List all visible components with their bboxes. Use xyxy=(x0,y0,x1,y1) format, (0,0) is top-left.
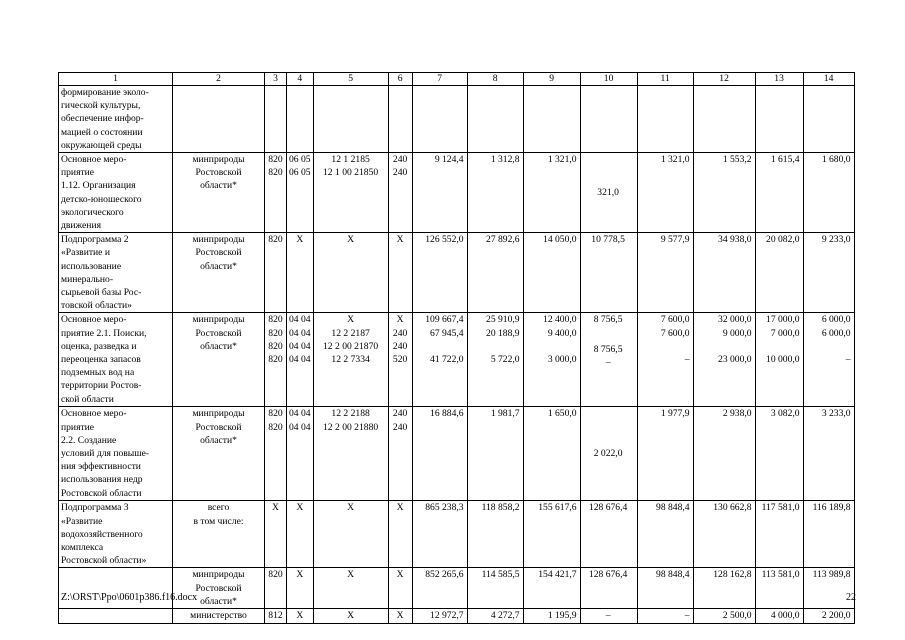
cell-value xyxy=(470,421,520,434)
cell-value: 1 312,8 xyxy=(490,154,520,166)
header-cell: 10 xyxy=(580,73,637,86)
cell-value: 04 04 xyxy=(289,408,311,420)
cell-value: 1 981,7 xyxy=(490,408,520,420)
cell-value: 128 676,4 xyxy=(588,502,628,514)
cell-value: 820 xyxy=(268,340,283,352)
cell-value: 06 05 xyxy=(289,154,311,166)
header-cell: 3 xyxy=(265,73,287,86)
cell-value: 12 2 2187 xyxy=(331,327,370,339)
cell-value: 1 680,0 xyxy=(821,154,851,166)
value-cell xyxy=(287,407,314,501)
value-cell xyxy=(313,233,388,313)
value-cell xyxy=(412,407,467,501)
header-cell: 4 xyxy=(287,73,314,86)
cell-value: 820 xyxy=(268,569,283,581)
value-cell xyxy=(693,501,755,568)
cell-value xyxy=(640,340,690,353)
value-cell xyxy=(265,407,287,501)
cell-value: – xyxy=(845,354,851,366)
cell-value: 20 082,0 xyxy=(766,234,800,246)
value-cell xyxy=(265,609,287,623)
table-row xyxy=(59,233,855,313)
cell-value: 155 617,6 xyxy=(538,502,577,514)
value-cell xyxy=(467,407,523,501)
value-cell xyxy=(287,501,314,568)
cell-value: 34 938,0 xyxy=(718,234,752,246)
value-cell xyxy=(803,407,854,501)
value-cell xyxy=(388,407,412,501)
measure-name-cell: формирование эколо- гической культуры, обеспечение инфор- мацией о состоянии окружающей среды xyxy=(59,86,173,153)
cell-value: 12 972,7 xyxy=(430,610,464,622)
cell-value: 12 2 00 21880 xyxy=(323,421,379,433)
measure-name-cell: Основное меро- приятие 2.2. Создание условий для повыше- ния эффективности использования недр Ростовской области xyxy=(59,407,173,501)
cell-value: – xyxy=(684,354,690,366)
cell-value: 113 581,0 xyxy=(761,569,800,581)
value-cell xyxy=(412,153,467,233)
cell-value: 520 xyxy=(392,354,408,366)
cell-value: 117 581,0 xyxy=(761,502,800,514)
cell-value: 98 848,4 xyxy=(656,502,690,514)
cell-value: 7 600,0 xyxy=(660,314,690,326)
value-cell xyxy=(313,568,388,609)
cell-value: 20 188,9 xyxy=(486,327,520,339)
cell-value xyxy=(696,340,752,353)
value-cell xyxy=(637,568,693,609)
value-cell xyxy=(388,501,412,568)
cell-value: 1 195,9 xyxy=(547,610,577,622)
cell-value: 04 04 xyxy=(289,327,311,339)
cell-value: 12 2 00 21870 xyxy=(323,340,379,352)
cell-value xyxy=(415,166,464,179)
value-cell xyxy=(265,313,287,407)
value-cell xyxy=(467,501,523,568)
responsible-cell: минприроды Ростовской области* xyxy=(173,153,265,233)
cell-value: 23 000,0 xyxy=(718,354,752,366)
cell-value: 8 756,5 xyxy=(593,314,623,326)
cell-value: 7 600,0 xyxy=(660,327,690,339)
cell-value: Х xyxy=(296,610,304,622)
table-row xyxy=(59,313,855,407)
cell-value: 06 05 xyxy=(289,167,311,179)
cell-value: Х xyxy=(347,502,355,514)
cell-value: 17 000,0 xyxy=(766,314,800,326)
cell-value: 240 xyxy=(392,408,408,420)
value-cell xyxy=(412,313,467,407)
cell-value: Х xyxy=(396,610,404,622)
cell-value: 4 000,0 xyxy=(770,610,800,622)
value-cell xyxy=(755,153,803,233)
budget-table xyxy=(58,72,855,624)
value-cell xyxy=(803,233,854,313)
responsible-cell: минприроды Ростовской области* xyxy=(173,313,265,407)
value-cell xyxy=(287,313,314,407)
value-cell xyxy=(388,233,412,313)
value-cell xyxy=(388,313,412,407)
value-cell xyxy=(637,313,693,407)
value-cell xyxy=(287,86,314,153)
cell-value: Х xyxy=(396,314,404,326)
cell-value: 240 xyxy=(392,327,408,339)
responsible-cell: минприроды Ростовской области* xyxy=(173,407,265,501)
responsible-cell: всего в том числе: xyxy=(173,501,265,568)
cell-value: 820 xyxy=(268,154,283,166)
value-cell xyxy=(412,568,467,609)
cell-value: Х xyxy=(296,234,304,246)
cell-value: Х xyxy=(296,502,304,514)
value-cell xyxy=(265,501,287,568)
value-cell xyxy=(755,501,803,568)
value-cell xyxy=(467,233,523,313)
header-cell: 11 xyxy=(637,73,693,86)
responsible-cell: минприроды Ростовской области* xyxy=(173,233,265,313)
value-cell xyxy=(693,153,755,233)
cell-value xyxy=(806,340,851,353)
cell-value xyxy=(696,166,752,179)
responsible-cell: минприроды Ростовской области* xyxy=(173,568,265,609)
cell-value: 2 200,0 xyxy=(821,610,851,622)
cell-value: 2 022,0 xyxy=(593,448,623,460)
responsible-cell: министерство xyxy=(173,609,265,623)
value-cell xyxy=(313,501,388,568)
cell-value: 240 xyxy=(392,167,408,179)
header-cell: 13 xyxy=(755,73,803,86)
cell-value: – xyxy=(605,357,611,369)
value-cell xyxy=(467,86,523,153)
cell-value: 12 2 7334 xyxy=(331,354,370,366)
cell-value xyxy=(415,340,464,353)
cell-value: 240 xyxy=(392,154,408,166)
value-cell xyxy=(580,568,637,609)
cell-value: 27 892,6 xyxy=(486,234,520,246)
value-cell xyxy=(523,501,580,568)
cell-value: 2 500,0 xyxy=(722,610,752,622)
cell-value: 820 xyxy=(268,167,283,179)
value-cell xyxy=(693,407,755,501)
cell-value: 7 000,0 xyxy=(770,327,800,339)
value-cell xyxy=(287,233,314,313)
value-cell xyxy=(313,86,388,153)
table-row xyxy=(59,86,855,153)
value-cell xyxy=(523,153,580,233)
value-cell xyxy=(755,568,803,609)
table-row xyxy=(59,609,855,623)
header-cell: 1 xyxy=(59,73,173,86)
cell-value: 98 848,4 xyxy=(656,569,690,581)
footer-page-number: 22 xyxy=(846,592,856,603)
value-cell xyxy=(287,609,314,623)
value-cell xyxy=(523,407,580,501)
value-cell xyxy=(580,501,637,568)
cell-value: 820 xyxy=(268,327,283,339)
cell-value: 2 938,0 xyxy=(722,408,752,420)
value-cell xyxy=(313,313,388,407)
cell-value xyxy=(583,327,634,340)
cell-value: Х xyxy=(347,234,355,246)
cell-value: 1 650,0 xyxy=(547,408,577,420)
cell-value xyxy=(470,166,520,179)
cell-value: 14 050,0 xyxy=(543,234,577,246)
cell-value: 8 756,5 xyxy=(593,343,623,355)
value-cell xyxy=(287,153,314,233)
cell-value: 130 662,8 xyxy=(713,502,752,514)
value-cell xyxy=(580,407,637,501)
cell-value xyxy=(806,421,851,434)
cell-value: 820 xyxy=(268,421,283,433)
cell-value: 114 585,5 xyxy=(481,569,520,581)
value-cell xyxy=(523,233,580,313)
cell-value: 9 000,0 xyxy=(722,327,752,339)
value-cell xyxy=(637,233,693,313)
value-cell xyxy=(803,609,854,623)
cell-value: 16 884,6 xyxy=(430,408,464,420)
cell-value xyxy=(526,340,577,353)
cell-value: 3 082,0 xyxy=(770,408,800,420)
header-row xyxy=(59,73,855,86)
cell-value: 6 000,0 xyxy=(821,314,851,326)
header-cell: 2 xyxy=(173,73,265,86)
cell-value: 12 1 2185 xyxy=(331,154,370,166)
value-cell xyxy=(523,86,580,153)
value-cell xyxy=(693,568,755,609)
cell-value: 109 667,4 xyxy=(425,314,464,326)
cell-value: 9 577,9 xyxy=(660,234,690,246)
value-cell xyxy=(580,313,637,407)
value-cell xyxy=(523,568,580,609)
value-cell xyxy=(755,609,803,623)
value-cell xyxy=(412,501,467,568)
value-cell xyxy=(693,313,755,407)
cell-value: 240 xyxy=(392,421,408,433)
cell-value xyxy=(526,166,577,179)
cell-value: 41 722,0 xyxy=(430,354,464,366)
header-cell: 12 xyxy=(693,73,755,86)
cell-value: 1 321,0 xyxy=(547,154,577,166)
table-row xyxy=(59,407,855,501)
value-cell xyxy=(412,233,467,313)
cell-value: 116 189,8 xyxy=(812,502,851,514)
value-cell xyxy=(313,153,388,233)
header-cell: 5 xyxy=(313,73,388,86)
cell-value xyxy=(696,421,752,434)
value-cell xyxy=(637,609,693,623)
value-cell xyxy=(265,153,287,233)
value-cell xyxy=(388,609,412,623)
cell-value: 865 238,3 xyxy=(425,502,464,514)
cell-value: 12 1 00 21850 xyxy=(323,167,379,179)
value-cell xyxy=(467,153,523,233)
value-cell xyxy=(755,407,803,501)
cell-value: 820 xyxy=(268,354,283,366)
cell-value: 1 977,9 xyxy=(660,408,690,420)
cell-value: 321,0 xyxy=(597,187,619,199)
cell-value: 6 000,0 xyxy=(821,327,851,339)
cell-value: Х xyxy=(296,569,304,581)
header-cell: 9 xyxy=(523,73,580,86)
cell-value: 4 272,7 xyxy=(490,610,520,622)
cell-value: 04 04 xyxy=(289,314,311,326)
cell-value: – xyxy=(684,610,690,622)
cell-value xyxy=(806,166,851,179)
cell-value: 820 xyxy=(268,314,283,326)
cell-value: Х xyxy=(347,610,355,622)
value-cell xyxy=(265,86,287,153)
cell-value: 67 945,4 xyxy=(430,327,464,339)
cell-value: 1 321,0 xyxy=(660,154,690,166)
cell-value xyxy=(470,340,520,353)
cell-value: Х xyxy=(396,502,404,514)
cell-value: 118 858,2 xyxy=(481,502,520,514)
value-cell xyxy=(265,568,287,609)
cell-value: 3 233,0 xyxy=(821,408,851,420)
cell-value xyxy=(758,340,800,353)
value-cell xyxy=(580,233,637,313)
cell-value: 128 676,4 xyxy=(588,569,628,581)
cell-value: 12 400,0 xyxy=(543,314,577,326)
value-cell xyxy=(803,153,854,233)
value-cell xyxy=(693,233,755,313)
value-cell xyxy=(313,609,388,623)
cell-value: 812 xyxy=(268,610,283,622)
cell-value: 126 552,0 xyxy=(425,234,464,246)
cell-value: 852 265,6 xyxy=(425,569,464,581)
value-cell xyxy=(313,407,388,501)
value-cell xyxy=(803,86,854,153)
header-cell: 6 xyxy=(388,73,412,86)
value-cell xyxy=(755,86,803,153)
cell-value: 820 xyxy=(268,234,283,246)
cell-value: Х xyxy=(272,502,279,514)
value-cell xyxy=(580,86,637,153)
cell-value xyxy=(640,421,690,434)
cell-value: 113 989,8 xyxy=(812,569,851,581)
value-cell xyxy=(755,313,803,407)
measure-name-cell: Подпрограмма 2 «Развитие и использование минерально- сырьевой базы Рос- товской области» xyxy=(59,233,173,313)
value-cell xyxy=(467,313,523,407)
cell-value: 240 xyxy=(392,340,408,352)
cell-value: 820 xyxy=(268,408,283,420)
value-cell xyxy=(388,86,412,153)
value-cell xyxy=(637,153,693,233)
measure-name-cell xyxy=(59,609,173,623)
value-cell xyxy=(637,501,693,568)
cell-value xyxy=(758,166,800,179)
cell-value: Х xyxy=(347,314,355,326)
cell-value: 9 124,4 xyxy=(434,154,464,166)
responsible-cell xyxy=(173,86,265,153)
value-cell xyxy=(580,153,637,233)
footer-file-path: Z:\ORST\Ppo\0601p386.f16.docx xyxy=(61,592,198,603)
value-cell xyxy=(412,609,467,623)
measure-name-cell: Основное меро- приятие 2.1. Поиски, оценка, разведка и переоценка запасов подземных вод на территории Ростов- ской области xyxy=(59,313,173,407)
cell-value xyxy=(640,166,690,179)
cell-value: 32 000,0 xyxy=(718,314,752,326)
value-cell xyxy=(637,86,693,153)
cell-value: 10 000,0 xyxy=(766,354,800,366)
header-cell: 8 xyxy=(467,73,523,86)
value-cell xyxy=(637,407,693,501)
value-cell xyxy=(523,609,580,623)
header-cell: 7 xyxy=(412,73,467,86)
cell-value: 3 000,0 xyxy=(547,354,577,366)
value-cell xyxy=(265,233,287,313)
value-cell xyxy=(693,609,755,623)
cell-value: 25 910,9 xyxy=(486,314,520,326)
header-cell: 14 xyxy=(803,73,854,86)
value-cell xyxy=(755,233,803,313)
cell-value: 04 04 xyxy=(289,340,311,352)
cell-value xyxy=(526,421,577,434)
cell-value: 5 722,0 xyxy=(490,354,520,366)
value-cell xyxy=(412,86,467,153)
value-cell xyxy=(287,568,314,609)
cell-value: Х xyxy=(347,569,355,581)
cell-value: 04 04 xyxy=(289,421,311,433)
value-cell xyxy=(693,86,755,153)
cell-value: 1 553,2 xyxy=(722,154,752,166)
value-cell xyxy=(803,501,854,568)
cell-value: 1 615,4 xyxy=(770,154,800,166)
cell-value xyxy=(415,421,464,434)
value-cell xyxy=(388,153,412,233)
measure-name-cell: Основное меро- приятие 1.12. Организация детско-юношеского экологического движения xyxy=(59,153,173,233)
table-row xyxy=(59,501,855,568)
cell-value: 9 400,0 xyxy=(547,327,577,339)
cell-value: Х xyxy=(396,569,404,581)
cell-value: 12 2 2188 xyxy=(331,408,370,420)
value-cell xyxy=(523,313,580,407)
value-cell xyxy=(580,609,637,623)
cell-value: 9 233,0 xyxy=(821,234,851,246)
value-cell xyxy=(803,313,854,407)
table-body xyxy=(59,73,855,624)
value-cell xyxy=(467,609,523,623)
cell-value xyxy=(758,421,800,434)
cell-value: 154 421,7 xyxy=(538,569,577,581)
cell-value: 10 778,5 xyxy=(591,234,625,246)
cell-value: 128 162,8 xyxy=(713,569,752,581)
cell-value: 04 04 xyxy=(289,354,311,366)
value-cell xyxy=(388,568,412,609)
measure-name-cell: Подпрограмма 3 «Развитие водохозяйственного комплекса Ростовской области» xyxy=(59,501,173,568)
cell-value: Х xyxy=(396,234,404,246)
cell-value: – xyxy=(605,610,611,622)
table-row xyxy=(59,153,855,233)
value-cell xyxy=(467,568,523,609)
